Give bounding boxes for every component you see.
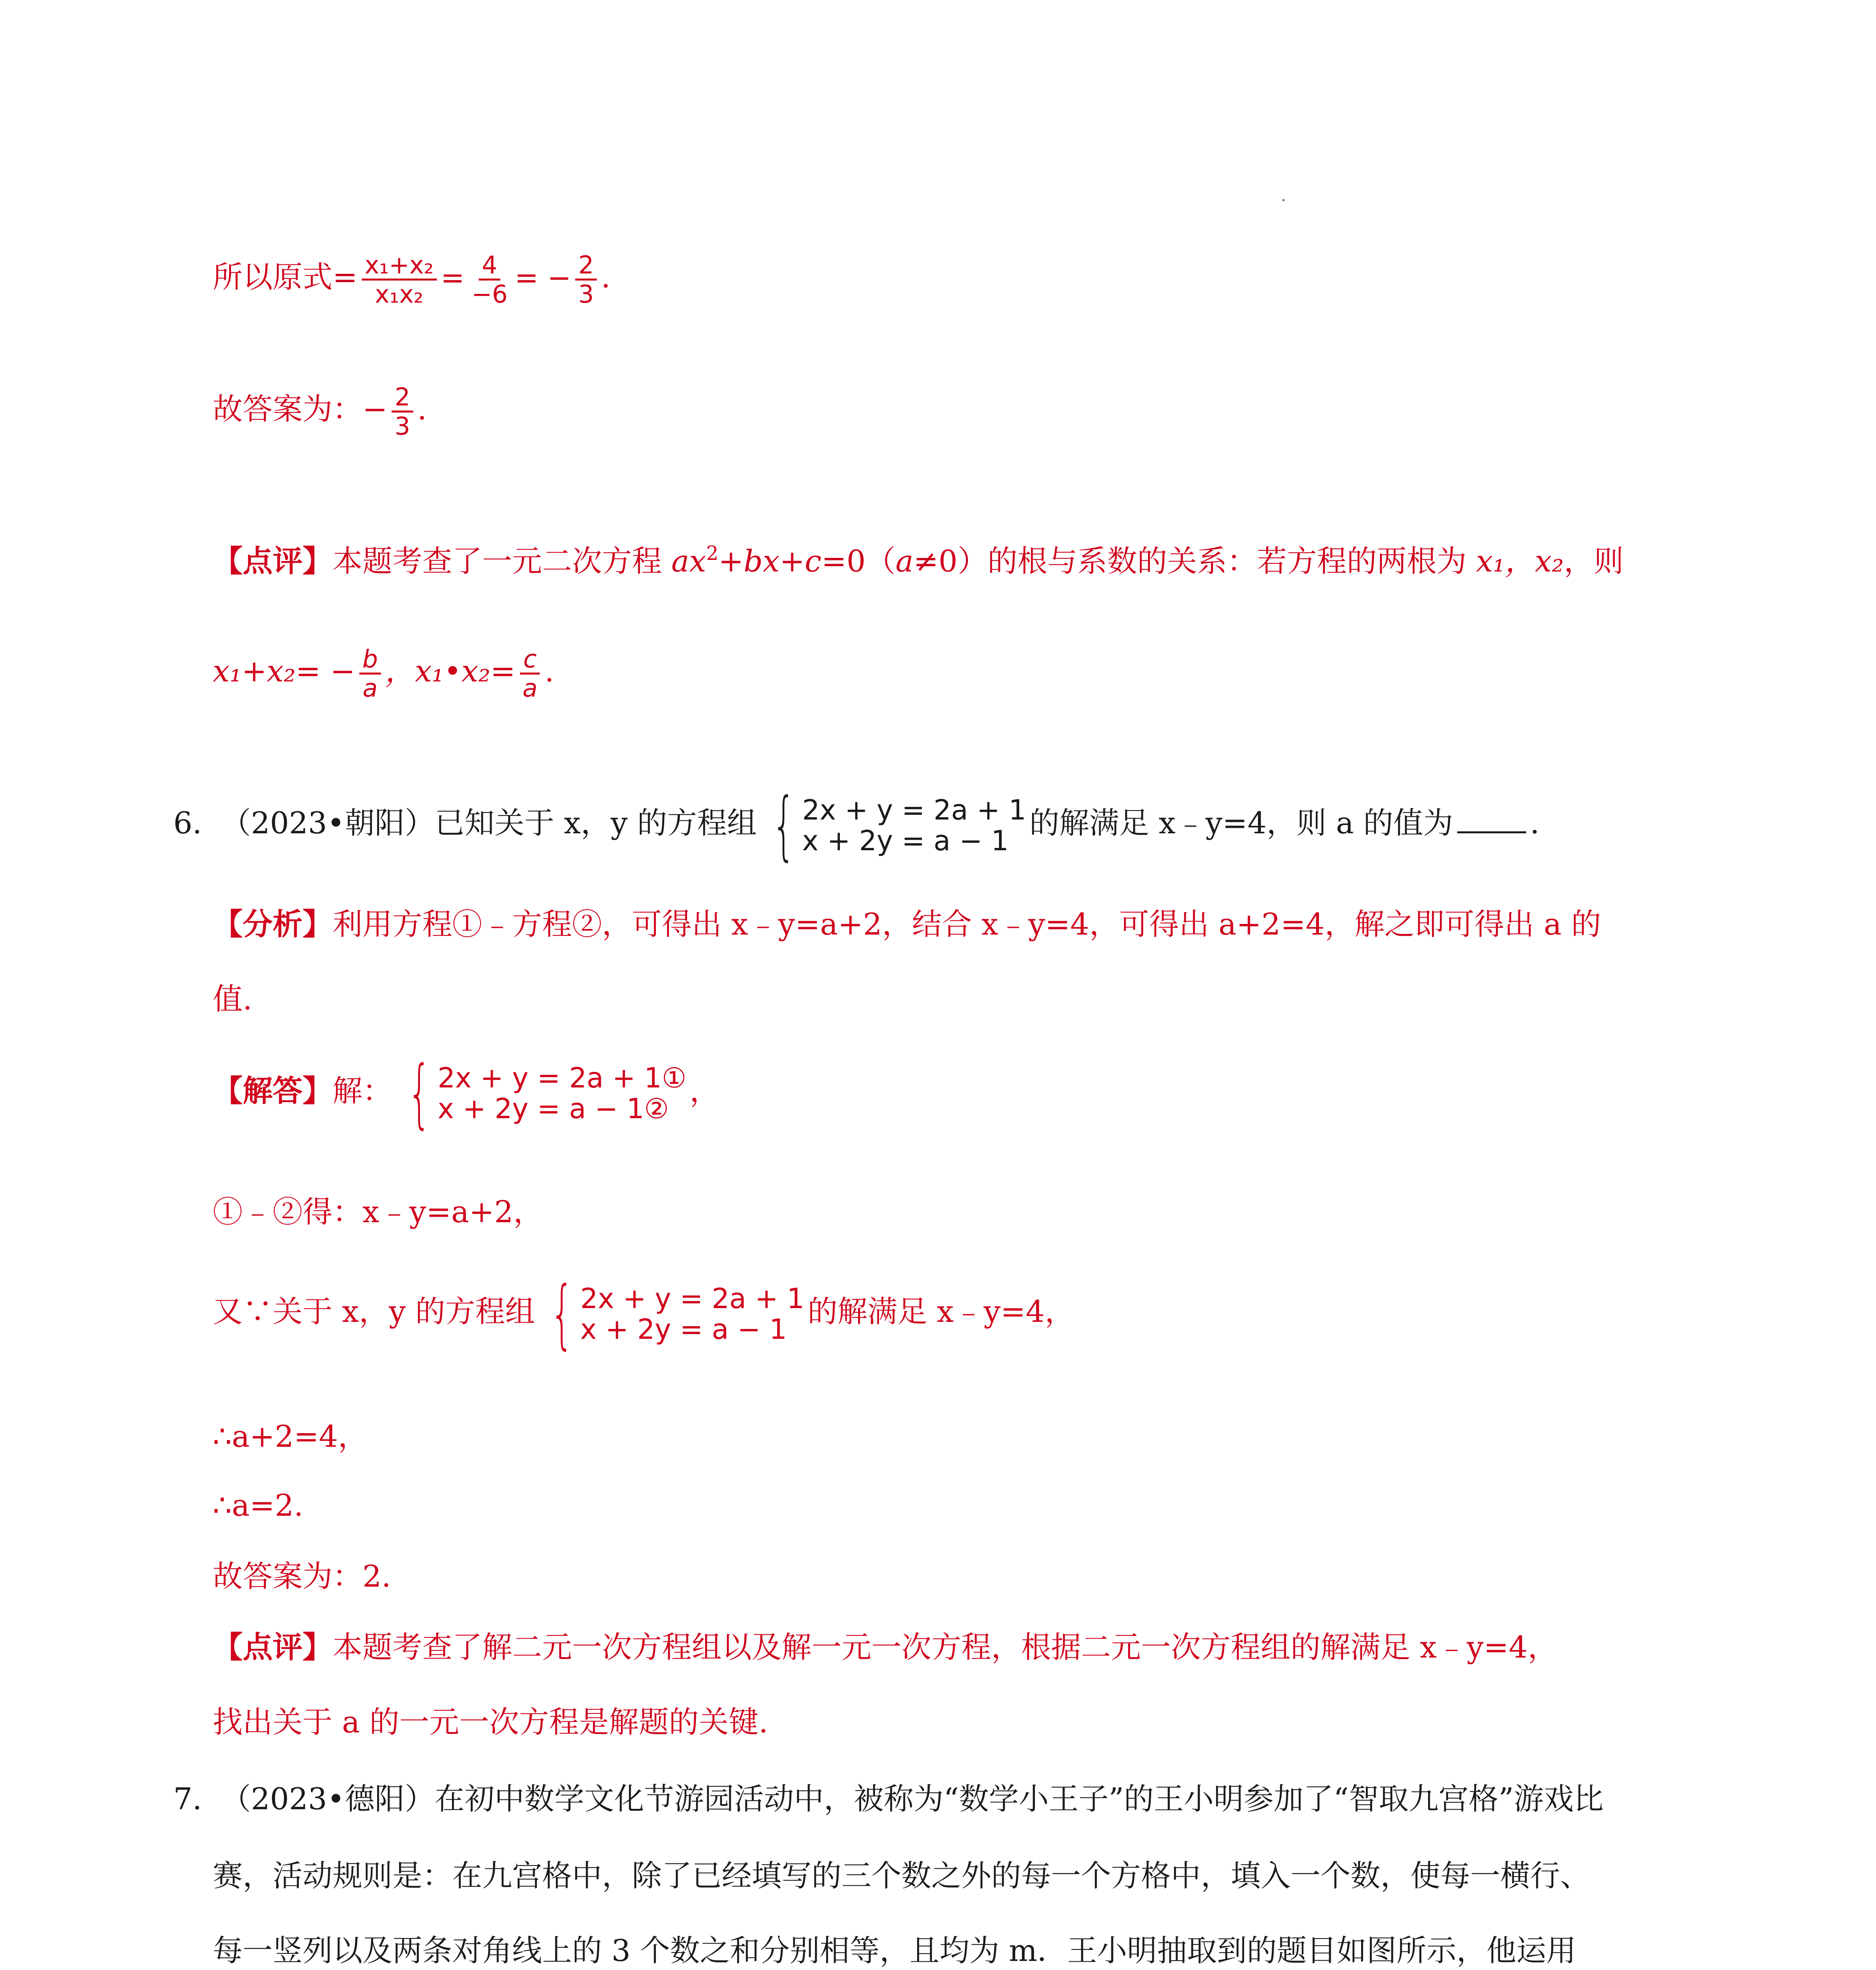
denominator: a <box>362 674 378 703</box>
numerator: 4 <box>479 252 500 281</box>
text: 故答案为：− <box>213 391 388 427</box>
q6-analysis-line-1 <box>213 906 1601 942</box>
denominator: 3 <box>394 412 410 441</box>
rows <box>438 1063 687 1124</box>
text: a <box>895 543 914 579</box>
denominator: a <box>522 674 538 703</box>
fraction <box>392 384 413 439</box>
text: ≠0）的根与系数的关系：若方程的两根为 <box>913 543 1476 579</box>
text: x₁+x₂= − <box>213 653 355 689</box>
text: 值. <box>213 981 253 1017</box>
q6-stem <box>173 782 1540 869</box>
text: 的解满足 x﹣y=4，则 a 的值为 <box>1029 805 1453 840</box>
text: 所以原式= <box>213 259 358 295</box>
equation-row: 2x + y = 2a + 1 <box>802 794 1026 826</box>
text: ①﹣②得：x﹣y=a+2， <box>213 1194 543 1229</box>
q6-comment-line-1 <box>213 1629 1558 1665</box>
solution-tag: 【解答】 <box>213 1073 332 1108</box>
rows <box>802 795 1026 857</box>
numerator: x₁+x₂ <box>362 252 437 281</box>
fraction <box>519 646 541 701</box>
text: 本题考查了解二元一次方程组以及解一元一次方程，根据二元一次方程组的解满足 x﹣y=4， <box>332 1630 1558 1665</box>
text: . <box>1530 805 1540 840</box>
numerator: 2 <box>575 252 597 281</box>
text: 的解满足 x﹣y=4， <box>807 1294 1075 1329</box>
text: . <box>417 391 427 427</box>
equation-row: x + 2y = a − 1 <box>802 825 1009 857</box>
q7-stem-line-1 <box>173 1781 1604 1817</box>
brace: { <box>550 1270 574 1357</box>
original-expression-line <box>213 252 611 307</box>
rows <box>580 1283 804 1345</box>
text: 赛，活动规则是：在九宫格中，除了已经填写的三个数之外的每一个方格中，填入一个数，使每一横行、 <box>213 1858 1590 1893</box>
text: ，则 <box>1564 543 1624 579</box>
q6-step-3 <box>213 1418 368 1454</box>
numerator: c <box>520 646 540 675</box>
q7-stem-line-3 <box>213 1933 1576 1968</box>
q6-step-1 <box>213 1194 543 1230</box>
q6-step-4 <box>213 1487 303 1523</box>
text: =0（ <box>821 543 896 579</box>
stray-mark <box>1282 199 1285 201</box>
comment-tag: 【点评】 <box>213 543 332 579</box>
equation-system <box>760 782 1026 869</box>
text: +bx+c <box>718 543 822 579</box>
equation-row: x + 2y = a − 1 <box>580 1313 787 1346</box>
q6-answer <box>213 1558 391 1594</box>
text: = − <box>515 261 572 294</box>
text: 在初中数学文化节游园活动中，被称为“数学小王子”的王小明参加了“智取九宫格”游戏比 <box>435 1781 1604 1816</box>
text: 本题考查了一元二次方程 <box>332 543 672 579</box>
text: 已知关于 x，y 的方程组 <box>435 805 757 840</box>
text: 解： <box>332 1073 392 1108</box>
fraction <box>468 252 511 307</box>
text: 利用方程①﹣方程②，可得出 x﹣y=a+2，结合 x﹣y=4，可得出 a+2=4，解之即可得出 a 的 <box>332 907 1601 942</box>
denominator: x₁x₂ <box>375 280 423 309</box>
text: x₁，x₂ <box>1476 543 1564 579</box>
text: ax <box>671 543 706 579</box>
text: ， <box>689 1073 720 1108</box>
prev-answer-line <box>213 384 427 439</box>
question-number: 6. <box>173 805 202 840</box>
numerator: 2 <box>392 384 413 413</box>
q6-comment-line-2 <box>213 1704 768 1740</box>
equation-row: x + 2y = a − 1② <box>437 1093 669 1125</box>
text: . <box>544 653 554 689</box>
prev-comment-line-1 <box>213 542 1623 579</box>
text: 又∵关于 x，y 的方程组 <box>213 1294 535 1329</box>
text: 找出关于 a 的一元一次方程是解题的关键. <box>213 1704 768 1740</box>
answer-blank[interactable] <box>1457 808 1526 833</box>
prev-comment-line-2 <box>213 646 554 701</box>
text: ，x₁•x₂= <box>385 653 516 689</box>
denominator: 3 <box>578 280 594 309</box>
analysis-tag: 【分析】 <box>213 907 332 942</box>
text: 每一竖列以及两条对角线上的 3 个数之和分别相等，且均为 m．王小明抽取到的题目如图所示，他运用 <box>213 1933 1576 1968</box>
fraction <box>575 252 597 307</box>
equation-row: 2x + y = 2a + 1 <box>580 1282 804 1315</box>
brace: { <box>407 1050 431 1137</box>
equation-system <box>396 1050 687 1137</box>
text: ∴a=2. <box>213 1488 303 1523</box>
fraction <box>362 252 437 307</box>
numerator: b <box>359 646 381 675</box>
question-source: （2023•朝阳） <box>221 805 435 840</box>
text: = <box>440 261 465 294</box>
denominator: −6 <box>472 280 508 309</box>
question-number: 7. <box>173 1781 202 1816</box>
superscript: 2 <box>706 542 719 565</box>
comment-tag: 【点评】 <box>213 1630 332 1665</box>
text: ∴a+2=4， <box>213 1419 368 1454</box>
q6-analysis-line-2 <box>213 981 252 1017</box>
q6-solution-line <box>213 1050 720 1137</box>
text: . <box>601 259 611 295</box>
fraction <box>359 646 381 701</box>
equation-system <box>538 1270 804 1357</box>
text: 故答案为：2. <box>213 1559 391 1594</box>
q7-stem-line-2 <box>213 1858 1590 1894</box>
equation-row: 2x + y = 2a + 1① <box>437 1061 687 1094</box>
q6-step-2 <box>213 1270 1075 1357</box>
question-source: （2023•德阳） <box>221 1781 435 1816</box>
brace: { <box>772 782 796 869</box>
